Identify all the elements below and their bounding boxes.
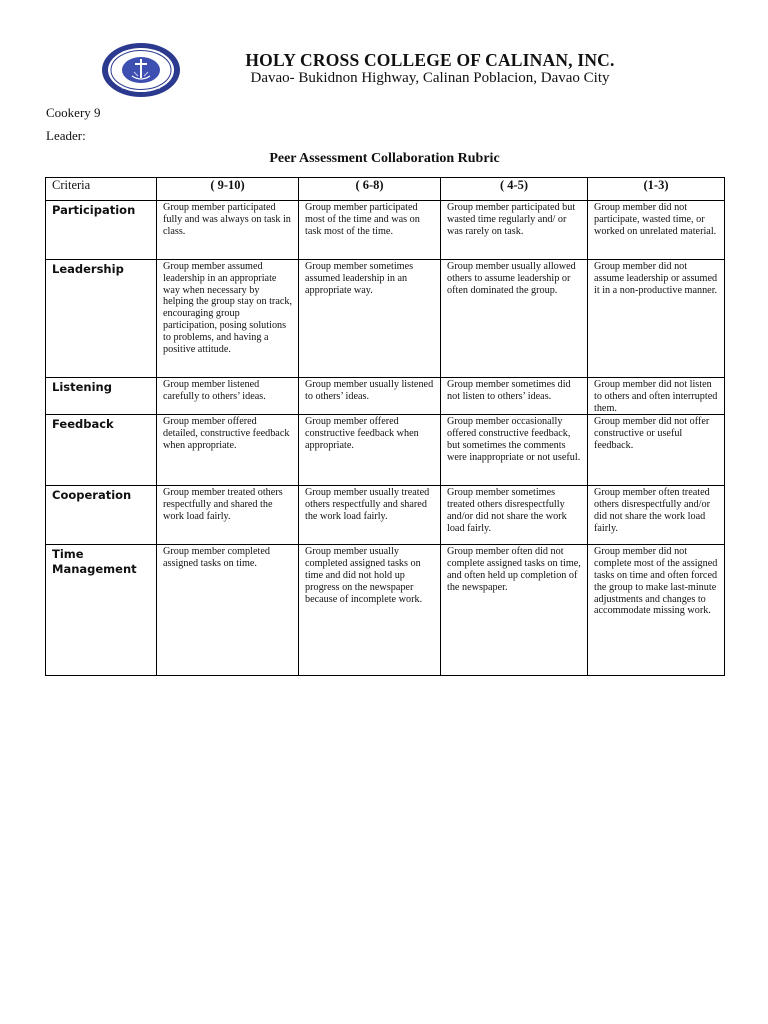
table-cell: Group member usually completed assigned tasks on time and did not hold up progress on the newspaper because of incomplete work.: [299, 545, 441, 676]
table-row: [46, 545, 725, 676]
table-cell: Group member assumed leadership in an appropriate way when necessary by helping the group stay on track, encouraging group participation, posing solutions to problems, and having a positive attitude.: [157, 260, 299, 378]
table-cell: Group member did not listen to others and often interrupted them.: [588, 378, 725, 415]
school-seal-logo: [101, 42, 181, 98]
table-cell: Group member participated fully and was always on task in class.: [157, 201, 299, 260]
table-row: [46, 486, 725, 545]
table-cell: Group member did not assume leadership or assumed it in a non-productive manner.: [588, 260, 725, 378]
criterion-listening: Listening: [46, 378, 157, 415]
table-cell: Group member usually allowed others to assume leadership or often dominated the group.: [441, 260, 588, 378]
column-header-4-5: ( 4-5): [441, 178, 588, 201]
rubric-table: [45, 177, 725, 676]
table-cell: Group member listened carefully to others’ ideas.: [157, 378, 299, 415]
table-cell: Group member often did not complete assigned tasks on time, and often held up completion of the newspaper.: [441, 545, 588, 676]
table-cell: Group member sometimes did not listen to others’ ideas.: [441, 378, 588, 415]
document-title: Peer Assessment Collaboration Rubric: [269, 151, 500, 166]
criterion-leadership: Leadership: [46, 260, 157, 378]
table-cell: Group member did not complete most of the assigned tasks on time and often forced the group to make last-minute adjustments and changes to accommodate missing work.: [588, 545, 725, 676]
table-cell: Group member treated others respectfully and shared the work load fairly.: [157, 486, 299, 545]
table-header-row: [46, 178, 725, 201]
table-row: [46, 201, 725, 260]
criterion-participation: Participation: [46, 201, 157, 260]
table-cell: Group member sometimes treated others disrespectfully and/or did not share the work load fairly.: [441, 486, 588, 545]
table-cell: Group member usually treated others respectfully and shared the work load fairly.: [299, 486, 441, 545]
table-row: [46, 260, 725, 378]
table-row: [46, 378, 725, 415]
column-header-9-10: ( 9-10): [157, 178, 299, 201]
criterion-cooperation: Cooperation: [46, 486, 157, 545]
column-header-6-8: ( 6-8): [299, 178, 441, 201]
table-cell: Group member participated but wasted time regularly and/ or was rarely on task.: [441, 201, 588, 260]
table-cell: Group member often treated others disrespectfully and/or did not share the work load fairly.: [588, 486, 725, 545]
criterion-feedback: Feedback: [46, 415, 157, 486]
leader-label: Leader:: [46, 128, 86, 143]
table-cell: Group member occasionally offered constructive feedback, but sometimes the comments were inappropriate or not useful.: [441, 415, 588, 486]
table-cell: Group member participated most of the time and was on task most of the time.: [299, 201, 441, 260]
school-name: HOLY CROSS COLLEGE OF CALINAN, INC.: [245, 50, 615, 70]
table-cell: Group member usually listened to others’ ideas.: [299, 378, 441, 415]
table-cell: Group member did not offer constructive or useful feedback.: [588, 415, 725, 486]
table-cell: Group member offered detailed, constructive feedback when appropriate.: [157, 415, 299, 486]
table-row: [46, 415, 725, 486]
school-address: Davao- Bukidnon Highway, Calinan Poblacion, Davao City: [250, 70, 610, 86]
column-header-criteria: Criteria: [46, 178, 157, 201]
table-cell: Group member completed assigned tasks on time.: [157, 545, 299, 676]
criterion-time-management: Time Management: [46, 545, 157, 676]
table-cell: Group member did not participate, wasted time, or worked on unrelated material.: [588, 201, 725, 260]
table-cell: Group member sometimes assumed leadership in an appropriate way.: [299, 260, 441, 378]
subject-label: Cookery 9: [46, 105, 101, 120]
column-header-1-3: (1-3): [588, 178, 725, 201]
table-cell: Group member offered constructive feedback when appropriate.: [299, 415, 441, 486]
